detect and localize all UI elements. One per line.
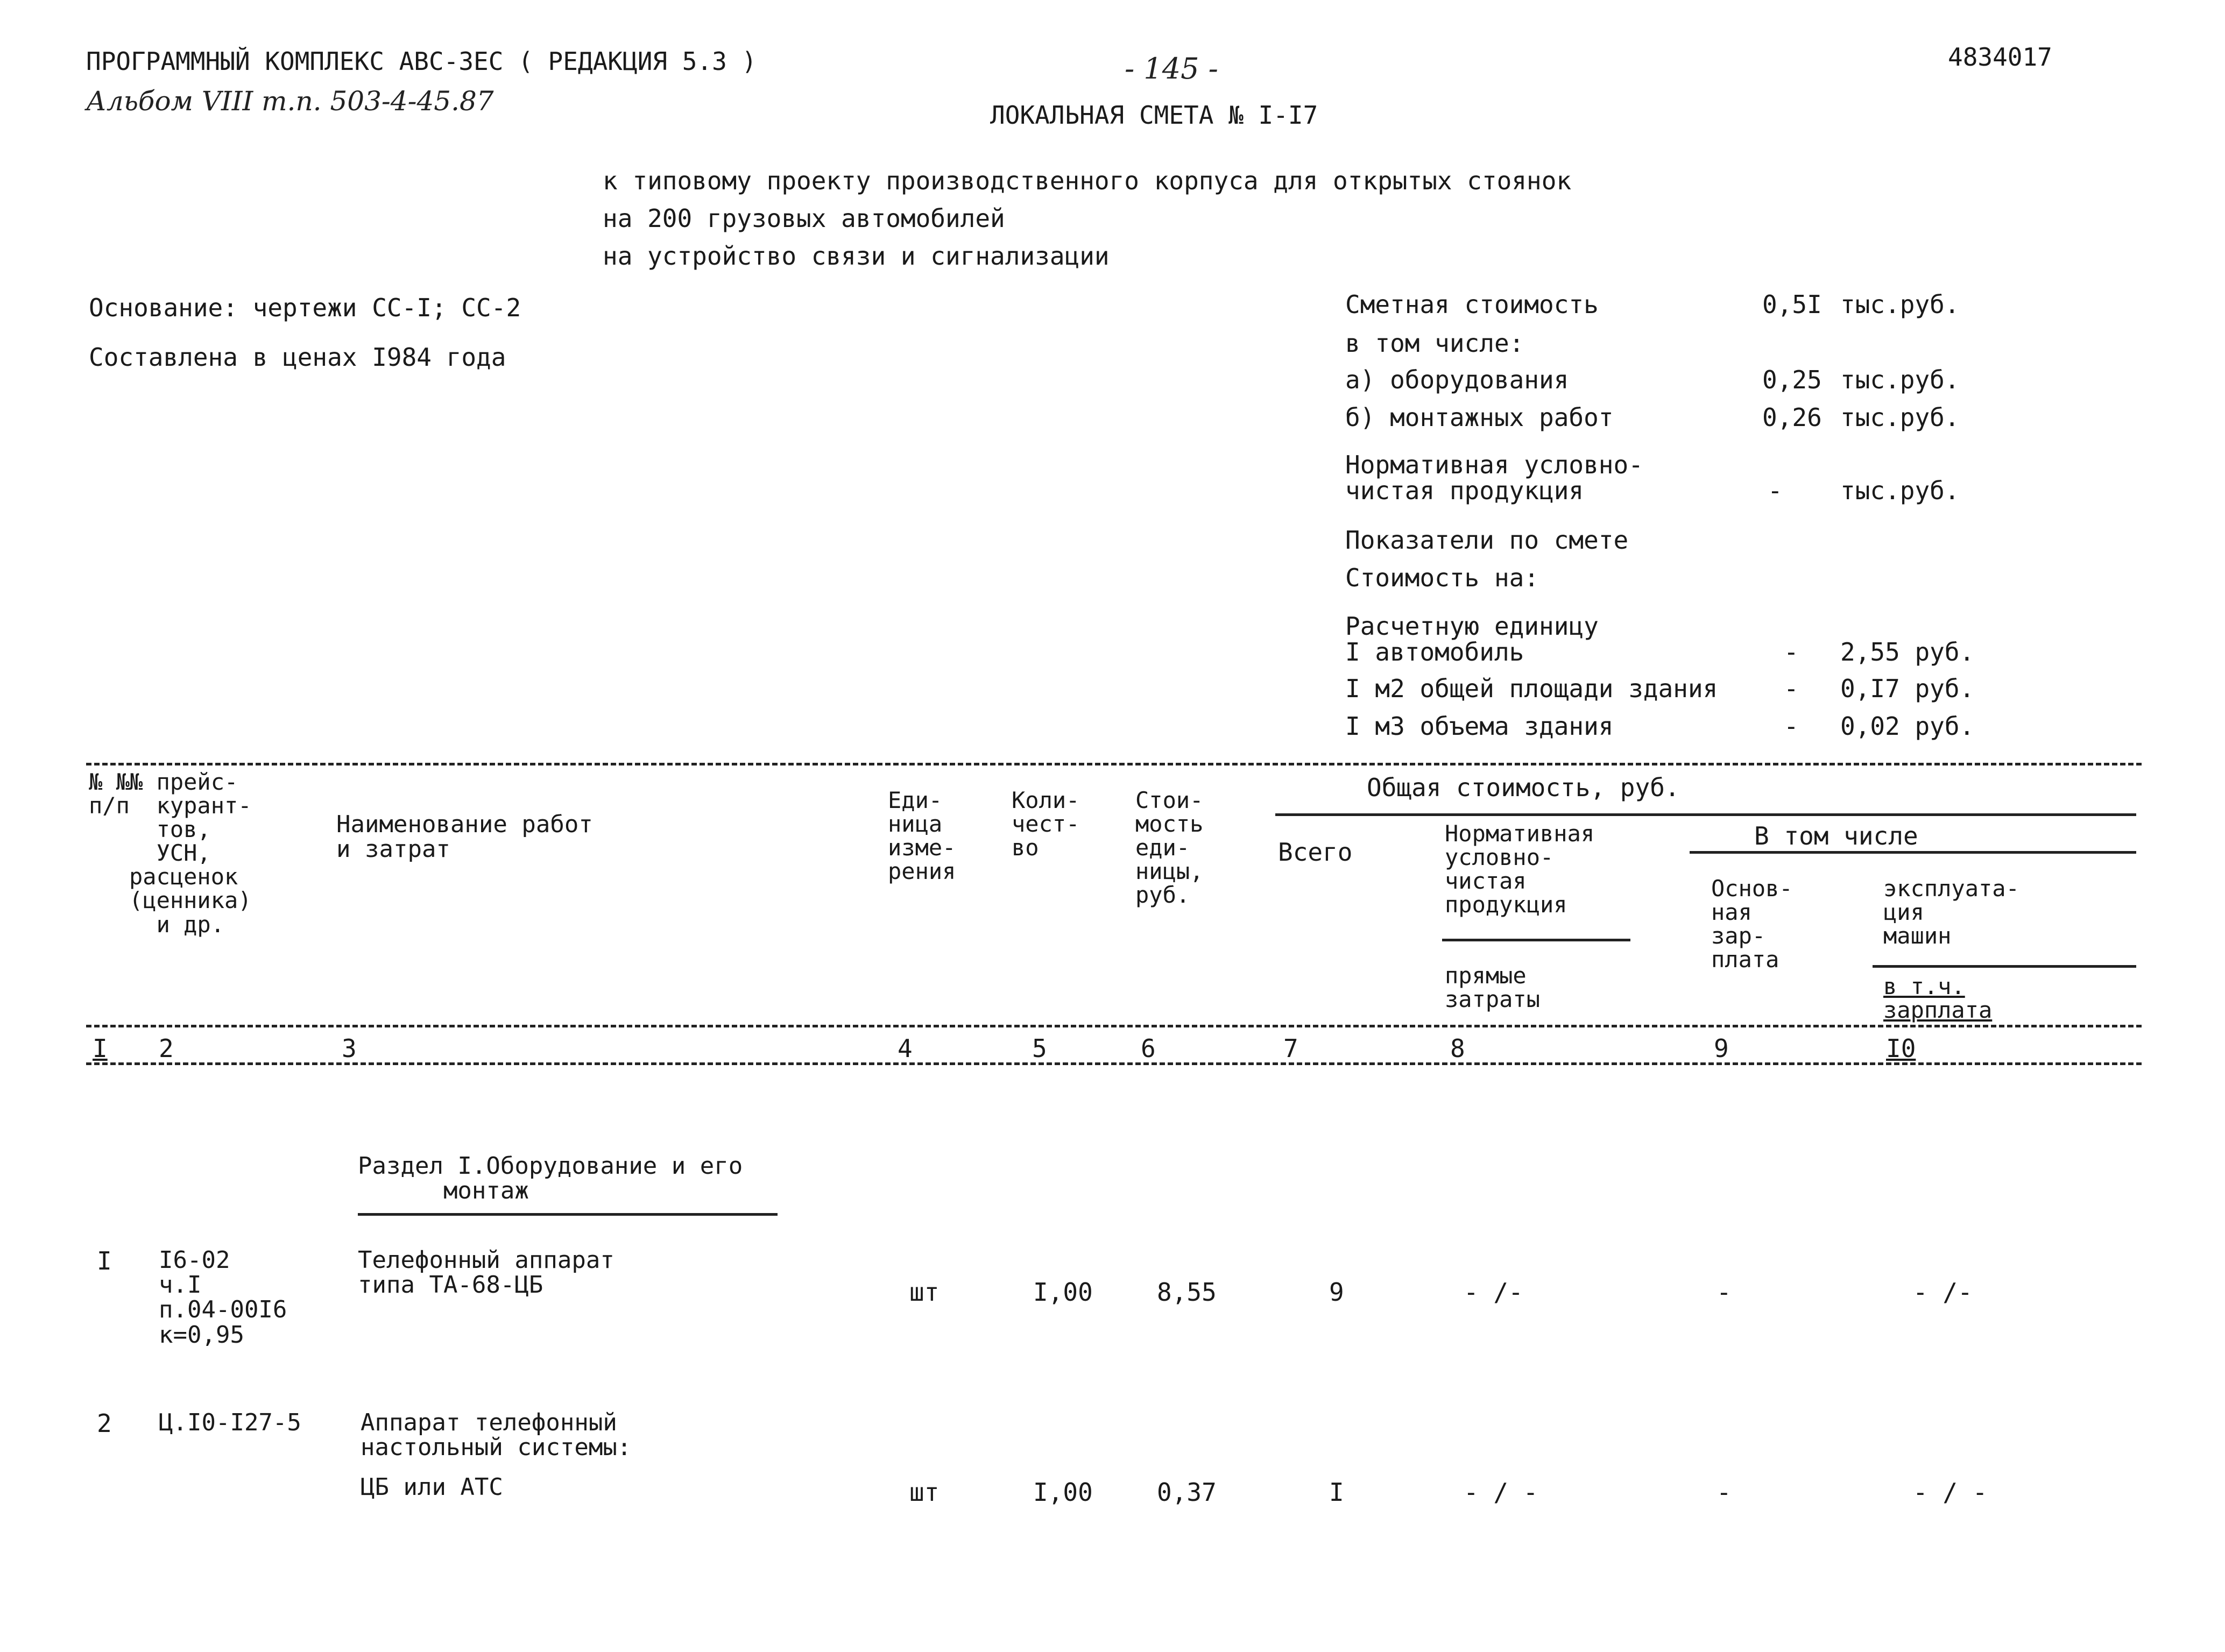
including-label: в том числе:	[1345, 329, 1524, 358]
col-header-machines: эксплуата- ция машин	[1883, 875, 2019, 949]
col-header-total: Всего	[1278, 838, 1353, 867]
car-label: I автомобиль	[1345, 637, 1524, 667]
equipment-unit: тыс.руб.	[1840, 365, 1960, 394]
col-number-5: 5	[1032, 1034, 1047, 1063]
row-1-wage: -	[1717, 1278, 1732, 1307]
row-2-name: Аппарат телефонный настольный системы:	[361, 1409, 632, 1462]
header-bottom-rule	[86, 1025, 2142, 1027]
indicators-label: Показатели по смете	[1345, 526, 1629, 555]
row-2-qty: I,00	[1033, 1478, 1093, 1507]
section-title: Раздел I.Оборудование и его монтаж	[358, 1152, 743, 1205]
page-number: - 145 -	[1125, 52, 1218, 86]
row-2-machines: - / -	[1913, 1478, 1988, 1507]
equipment-label: а) оборудования	[1345, 365, 1569, 394]
col-header-code: № прейс- курант- тов, УСН, расценок (ценника) и др.	[129, 769, 252, 938]
row-2-wage: -	[1717, 1478, 1732, 1507]
subtitle-line-3: на устройство связи и сигнализации	[603, 242, 1110, 271]
subtitle-line-1: к типовому проекту производственного корпуса для открытых стоянок	[603, 166, 1572, 195]
row-2-total: I	[1329, 1478, 1344, 1507]
col-number-2: 2	[159, 1034, 174, 1063]
col-number-1: I	[93, 1034, 108, 1063]
installation-unit: тыс.руб.	[1840, 403, 1960, 432]
row-1-price: 8,55	[1157, 1278, 1217, 1307]
row-1-total: 9	[1329, 1278, 1344, 1307]
row-2-direct: - / -	[1464, 1478, 1538, 1507]
col-header-price: Стои- мость еди- ницы, руб.	[1135, 787, 1204, 909]
normative-value: -	[1768, 476, 1783, 505]
normative-unit: тыс.руб.	[1840, 476, 1960, 505]
col-header-total-cost: Общая стоимость, руб.	[1367, 773, 1680, 802]
row-2-unit: шт	[909, 1478, 940, 1507]
col-header-wage: Основ- ная зар- плата	[1711, 875, 1793, 973]
equipment-value: 0,25	[1762, 365, 1822, 394]
row-1-qty: I,00	[1033, 1278, 1093, 1307]
row-1-name: Телефонный аппарат типа ТА-68-ЦБ	[358, 1246, 614, 1299]
including-rule	[1690, 851, 2136, 854]
col-header-qty: Коли- чест- во	[1012, 787, 1080, 861]
row-1-machines: - /-	[1913, 1278, 1973, 1307]
area-value: 0,I7 руб.	[1840, 674, 1975, 703]
col-number-8: 8	[1450, 1034, 1465, 1063]
col-number-4: 4	[898, 1034, 913, 1063]
col-number-6: 6	[1141, 1034, 1156, 1063]
program-title: ПРОГРАММНЫЙ КОМПЛЕКС АВС-ЗЕС ( РЕДАКЦИЯ 5.3 )	[86, 47, 757, 76]
cost-for-label: Стоимость на:	[1345, 563, 1539, 592]
machines-split-rule	[1873, 965, 2136, 968]
row-2-subname: ЦБ или АТС	[361, 1473, 503, 1501]
col-header-machines-wage: в т.ч. зарплата	[1883, 973, 1993, 1024]
estimated-cost-value: 0,5I	[1762, 290, 1822, 319]
area-dash: -	[1784, 674, 1799, 703]
estimated-cost-label: Сметная стоимость	[1345, 290, 1599, 319]
estimate-title: ЛОКАЛЬНАЯ СМЕТА № I-I7	[990, 101, 1318, 130]
row-1-code: I6-02 ч.I п.04-00I6 к=0,95	[159, 1246, 287, 1349]
normative-split-rule	[1442, 939, 1630, 941]
col-number-10: I0	[1886, 1034, 1916, 1063]
col-header-num: № № п/п	[89, 769, 130, 819]
col-header-unit: Еди- ница изме- рения	[888, 787, 956, 885]
normative-label-2: чистая продукция	[1345, 476, 1584, 505]
row-2-code: Ц.I0-I27-5	[159, 1409, 301, 1436]
document-number: 4834017	[1948, 42, 2052, 72]
col-number-7: 7	[1283, 1034, 1298, 1063]
unit-label: Расчетную единицу	[1345, 612, 1599, 641]
row-2-price: 0,37	[1157, 1478, 1217, 1507]
column-numbers-rule	[86, 1062, 2142, 1065]
col-number-3: 3	[342, 1034, 357, 1063]
volume-label: I м3 объема здания	[1345, 712, 1614, 741]
section-title-underline	[358, 1213, 778, 1216]
car-value: 2,55 руб.	[1840, 637, 1975, 667]
volume-value: 0,02 руб.	[1840, 712, 1975, 741]
installation-value: 0,26	[1762, 403, 1822, 432]
row-2-num: 2	[97, 1409, 112, 1438]
col-header-name: Наименование работ и затрат	[336, 811, 593, 863]
normative-label-1: Нормативная условно-	[1345, 450, 1643, 479]
col-number-9: 9	[1714, 1034, 1729, 1063]
col-header-normative: Нормативная условно- чистая продукция	[1445, 820, 1595, 918]
row-1-direct: - /-	[1464, 1278, 1523, 1307]
area-label: I м2 общей площади здания	[1345, 674, 1718, 703]
row-1-num: I	[97, 1246, 112, 1275]
estimated-cost-unit: тыс.руб.	[1840, 290, 1960, 319]
subtitle-line-2: на 200 грузовых автомобилей	[603, 204, 1005, 233]
row-1-unit: шт	[909, 1278, 940, 1307]
col-header-direct-costs: прямые затраты	[1445, 962, 1541, 1013]
album-handwritten-note: Альбом VIII т.п. 503-4-45.87	[86, 86, 494, 117]
installation-label: б) монтажных работ	[1345, 403, 1614, 432]
table-top-rule	[86, 763, 2142, 765]
basis-prices: Составлена в ценах I984 года	[89, 343, 506, 372]
basis-drawings: Основание: чертежи СС-I; СС-2	[89, 293, 521, 322]
col-header-including: В том числе	[1754, 821, 1918, 850]
total-cost-rule	[1275, 813, 2136, 816]
volume-dash: -	[1784, 712, 1799, 741]
car-dash: -	[1784, 637, 1799, 667]
